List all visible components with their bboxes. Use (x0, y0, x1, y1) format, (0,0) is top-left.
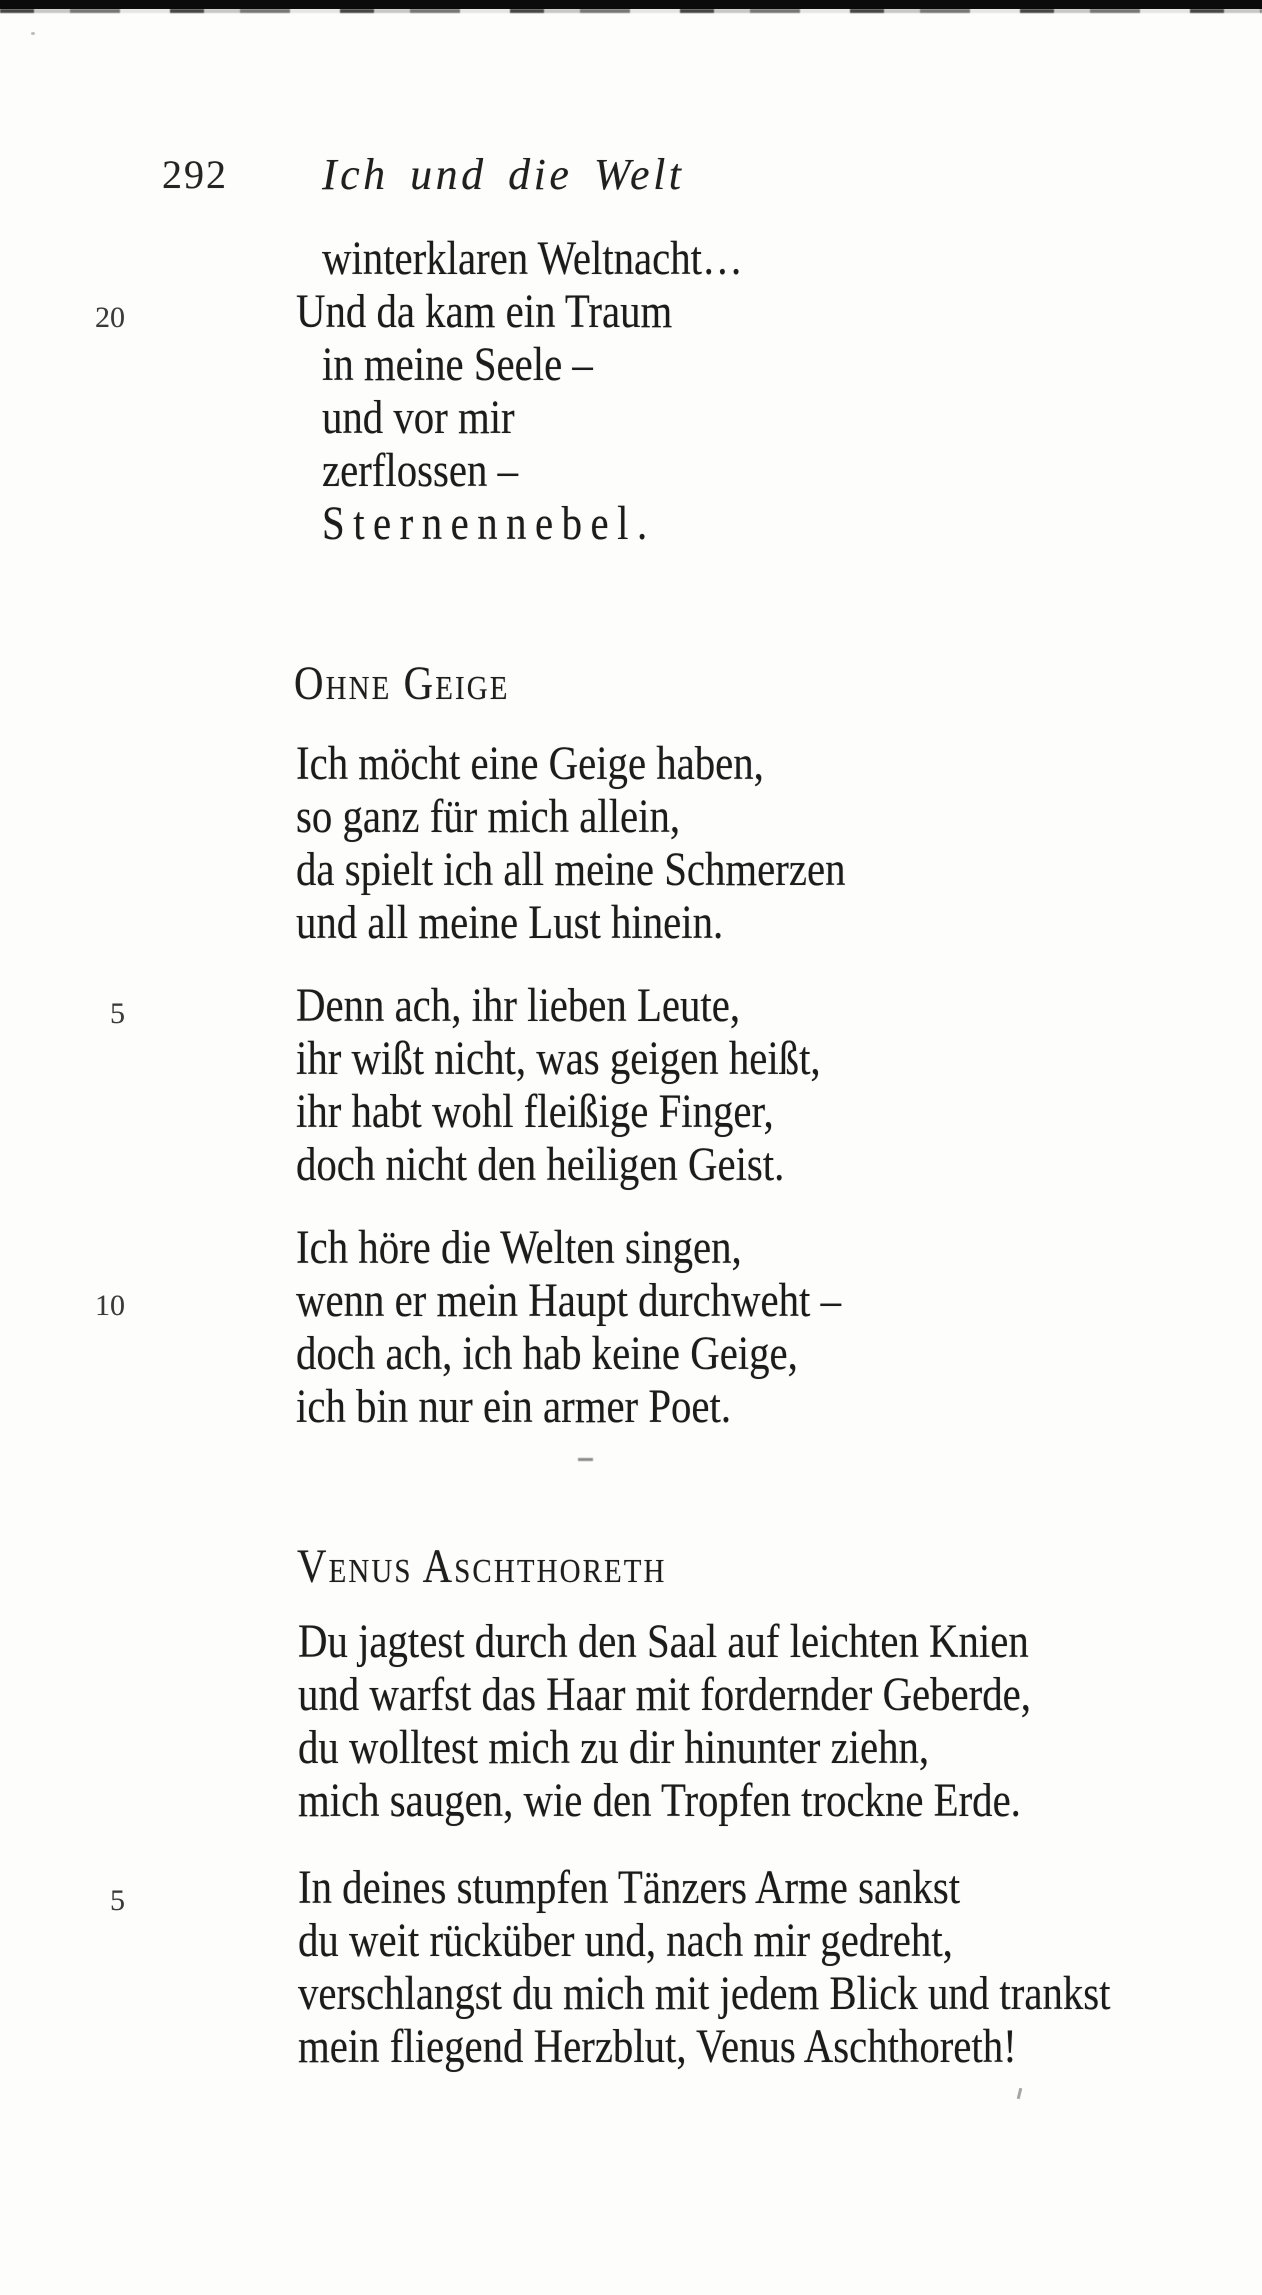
scan-speck (31, 32, 35, 35)
margin-line-number: 10 (95, 1289, 125, 1322)
poem-venus-aschthoreth (298, 1615, 1254, 2073)
verse-line: mich saugen, wie den Tropfen trockne Erde. (298, 1774, 1021, 1827)
verse-line: und all meine Lust hinein. (296, 896, 724, 949)
verse-line: doch nicht den heiligen Geist. (296, 1138, 785, 1191)
scan-dash-artifact (578, 1458, 593, 1461)
verse-line: doch ach, ich hab keine Geige, (296, 1327, 798, 1380)
verse-line: ihr wißt nicht, was geigen heißt, (296, 1032, 821, 1085)
verse-line: du weit rücküber und, nach mir gedreht, (298, 1914, 953, 1967)
stanza (298, 1615, 1254, 1827)
verse-line: Du jagtest durch den Saal auf leichten Knien (298, 1615, 1029, 1668)
verse-line: winterklaren Weltnacht… (322, 232, 743, 285)
scan-top-bar (0, 0, 1262, 9)
scan-tick-artifact (1017, 2088, 1023, 2099)
margin-line-number: 5 (110, 997, 125, 1030)
page-header (0, 148, 1262, 201)
stanza (296, 737, 942, 949)
verse-line: in meine Seele – (322, 338, 593, 391)
verse-line: Ich höre die Welten singen, (296, 1221, 742, 1274)
verse-line: Und da kam ein Traum (296, 285, 673, 338)
verse-line: und vor mir (322, 391, 515, 444)
verse-line: du wolltest mich zu dir hinunter ziehn, (298, 1721, 930, 1774)
verse-line: so ganz für mich allein, (296, 790, 681, 843)
verse-line: Ich möcht eine Geige haben, (296, 737, 764, 790)
poem-title: Venus Aschthoreth (297, 1540, 667, 1593)
verse-line: da spielt ich all meine Schmerzen (296, 843, 846, 896)
verse-line: und warfst das Haar mit fordernder Geberde, (298, 1668, 1031, 1721)
verse-line: mein fliegend Herzblut, Venus Aschthoreth! (298, 2020, 1017, 2073)
verse-line: verschlangst du mich mit jedem Blick und trankst (298, 1967, 1111, 2020)
page-number: 292 (162, 152, 228, 197)
poem-ohne-geige (296, 737, 942, 1433)
poem-title: Ohne Geige (294, 657, 510, 710)
verse-line: In deines stumpfen Tänzers Arme sankst (298, 1861, 961, 1914)
verse-line: wenn er mein Haupt durchweht – (296, 1274, 841, 1327)
poem-continuation-block (296, 232, 817, 550)
stanza (296, 979, 942, 1191)
verse-line: zerflossen – (322, 444, 518, 497)
verse-line: Sternennebel. (322, 497, 656, 550)
verse-line: Denn ach, ihr lieben Leute, (296, 979, 741, 1032)
margin-line-number: 20 (95, 301, 125, 334)
verse-line: ihr habt wohl fleißige Finger, (296, 1085, 774, 1138)
verse-line: ich bin nur ein armer Poet. (296, 1380, 732, 1433)
stanza (298, 1861, 1254, 2073)
stanza (296, 1221, 942, 1433)
running-title: Ich und die Welt (322, 150, 685, 199)
margin-line-number: 5 (110, 1884, 125, 1917)
